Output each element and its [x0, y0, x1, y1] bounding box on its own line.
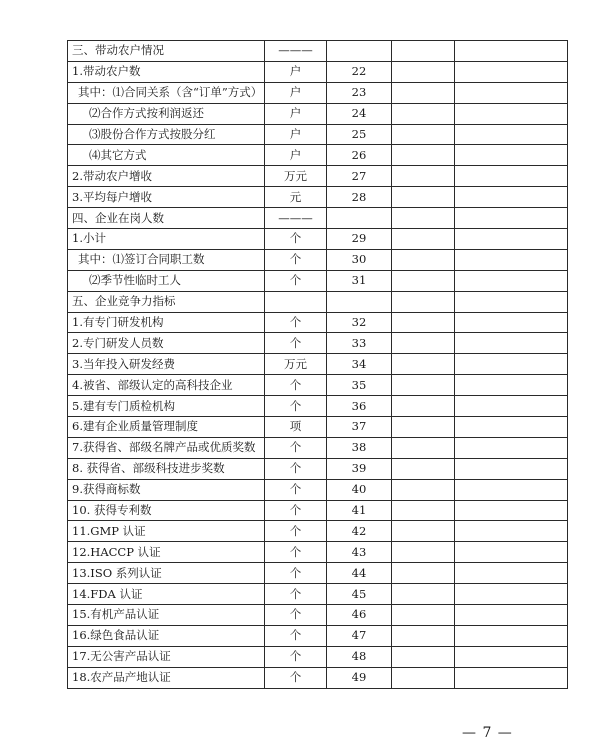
table-row: [68, 208, 568, 229]
item-name-cell: 五、企业竞争力指标: [68, 291, 265, 312]
table-row: [68, 625, 568, 646]
value-cell-2: [455, 625, 568, 646]
item-name-cell: 4.被省、部级认定的高科技企业: [68, 375, 265, 396]
table-row: [68, 333, 568, 354]
unit-cell: 个: [265, 563, 327, 584]
table-row: [68, 187, 568, 208]
code-cell: 43: [327, 542, 392, 563]
value-cell-2: [455, 584, 568, 605]
unit-cell: [265, 291, 327, 312]
unit-cell: 个: [265, 312, 327, 333]
unit-cell: 个: [265, 229, 327, 250]
value-cell: [392, 82, 455, 103]
unit-cell: 户: [265, 82, 327, 103]
value-cell-2: [455, 270, 568, 291]
code-cell: 32: [327, 312, 392, 333]
item-name-cell: 14.FDA 认证: [68, 584, 265, 605]
value-cell-2: [455, 375, 568, 396]
code-cell: 37: [327, 417, 392, 438]
table-row: [68, 270, 568, 291]
value-cell-2: [455, 479, 568, 500]
table-row: [68, 542, 568, 563]
value-cell-2: [455, 208, 568, 229]
value-cell: [392, 625, 455, 646]
table-row: [68, 82, 568, 103]
value-cell: [392, 521, 455, 542]
value-cell-2: [455, 646, 568, 667]
value-cell-2: [455, 354, 568, 375]
value-cell: [392, 312, 455, 333]
unit-cell: 个: [265, 375, 327, 396]
unit-cell: 个: [265, 667, 327, 688]
item-name-cell: 10. 获得专利数: [68, 500, 265, 521]
code-cell: 28: [327, 187, 392, 208]
value-cell: [392, 375, 455, 396]
item-name-cell: ⑶股份合作方式按股分红: [68, 124, 265, 145]
value-cell-2: [455, 521, 568, 542]
value-cell: [392, 479, 455, 500]
table-row: [68, 61, 568, 82]
value-cell-2: [455, 82, 568, 103]
code-cell: 41: [327, 500, 392, 521]
value-cell: [392, 542, 455, 563]
table-row: [68, 605, 568, 626]
value-cell-2: [455, 61, 568, 82]
value-cell: [392, 563, 455, 584]
item-name-cell: 7.获得省、部级名牌产品或优质奖数: [68, 437, 265, 458]
unit-cell: 个: [265, 333, 327, 354]
item-name-cell: 1.有专门研发机构: [68, 312, 265, 333]
item-name-cell: 13.ISO 系列认证: [68, 563, 265, 584]
code-cell: 36: [327, 396, 392, 417]
item-name-cell: 1.小计: [68, 229, 265, 250]
code-cell: 40: [327, 479, 392, 500]
item-name-cell: 6.建有企业质量管理制度: [68, 417, 265, 438]
value-cell-2: [455, 563, 568, 584]
code-cell: 30: [327, 249, 392, 270]
value-cell: [392, 333, 455, 354]
item-name-cell: ⑷其它方式: [68, 145, 265, 166]
table-row: [68, 500, 568, 521]
code-cell: 26: [327, 145, 392, 166]
item-name-cell: 3.当年投入研发经费: [68, 354, 265, 375]
value-cell: [392, 584, 455, 605]
code-cell: 27: [327, 166, 392, 187]
table-row: [68, 479, 568, 500]
code-cell: [327, 41, 392, 62]
unit-cell: 个: [265, 646, 327, 667]
table-row: [68, 124, 568, 145]
value-cell-2: [455, 458, 568, 479]
table-row: [68, 584, 568, 605]
code-cell: 29: [327, 229, 392, 250]
table-row: [68, 375, 568, 396]
unit-cell: 个: [265, 270, 327, 291]
value-cell-2: [455, 396, 568, 417]
value-cell-2: [455, 605, 568, 626]
code-cell: 47: [327, 625, 392, 646]
unit-cell: 万元: [265, 354, 327, 375]
value-cell: [392, 229, 455, 250]
unit-cell: 个: [265, 625, 327, 646]
item-name-cell: 四、企业在岗人数: [68, 208, 265, 229]
table-row: [68, 521, 568, 542]
value-cell: [392, 354, 455, 375]
unit-cell: 户: [265, 61, 327, 82]
value-cell-2: [455, 333, 568, 354]
item-name-cell: 11.GMP 认证: [68, 521, 265, 542]
code-cell: 39: [327, 458, 392, 479]
unit-cell: 个: [265, 437, 327, 458]
value-cell: [392, 41, 455, 62]
unit-cell: 个: [265, 479, 327, 500]
statistics-table: [67, 40, 568, 689]
item-name-cell: 1.带动农户数: [68, 61, 265, 82]
unit-cell: 个: [265, 396, 327, 417]
value-cell: [392, 249, 455, 270]
code-cell: 31: [327, 270, 392, 291]
item-name-cell: 18.农产品产地认证: [68, 667, 265, 688]
unit-cell: 元: [265, 187, 327, 208]
item-name-cell: 9.获得商标数: [68, 479, 265, 500]
code-cell: 35: [327, 375, 392, 396]
page-number: — 7 —: [462, 725, 513, 741]
value-cell-2: [455, 542, 568, 563]
table-row: [68, 103, 568, 124]
code-cell: 38: [327, 437, 392, 458]
table-row: [68, 458, 568, 479]
code-cell: 49: [327, 667, 392, 688]
item-name-cell: 三、带动农户情况: [68, 41, 265, 62]
value-cell-2: [455, 103, 568, 124]
code-cell: 23: [327, 82, 392, 103]
unit-cell: 个: [265, 249, 327, 270]
item-name-cell: 15.有机产品认证: [68, 605, 265, 626]
value-cell-2: [455, 500, 568, 521]
unit-cell: 个: [265, 500, 327, 521]
unit-cell: 个: [265, 584, 327, 605]
value-cell: [392, 458, 455, 479]
value-cell: [392, 437, 455, 458]
table-row: [68, 41, 568, 62]
value-cell: [392, 396, 455, 417]
value-cell-2: [455, 312, 568, 333]
item-name-cell: 2.专门研发人员数: [68, 333, 265, 354]
value-cell: [392, 646, 455, 667]
value-cell: [392, 605, 455, 626]
code-cell: 42: [327, 521, 392, 542]
value-cell: [392, 166, 455, 187]
code-cell: 34: [327, 354, 392, 375]
value-cell: [392, 417, 455, 438]
table-row: [68, 417, 568, 438]
code-cell: 25: [327, 124, 392, 145]
unit-cell: 个: [265, 542, 327, 563]
item-name-cell: 12.HACCP 认证: [68, 542, 265, 563]
value-cell: [392, 667, 455, 688]
table-row: [68, 249, 568, 270]
code-cell: 45: [327, 584, 392, 605]
value-cell-2: [455, 124, 568, 145]
code-cell: 46: [327, 605, 392, 626]
value-cell-2: [455, 437, 568, 458]
value-cell: [392, 291, 455, 312]
item-name-cell: 3.平均每户增收: [68, 187, 265, 208]
table-row: [68, 437, 568, 458]
value-cell: [392, 124, 455, 145]
value-cell-2: [455, 41, 568, 62]
unit-cell: 户: [265, 124, 327, 145]
item-name-cell: 其中：⑴签订合同职工数: [68, 249, 265, 270]
unit-cell: 个: [265, 521, 327, 542]
table-row: [68, 166, 568, 187]
value-cell-2: [455, 166, 568, 187]
item-name-cell: ⑵合作方式按利润返还: [68, 103, 265, 124]
code-cell: 24: [327, 103, 392, 124]
value-cell: [392, 61, 455, 82]
code-cell: [327, 208, 392, 229]
unit-cell: 项: [265, 417, 327, 438]
code-cell: [327, 291, 392, 312]
item-name-cell: 2.带动农户增收: [68, 166, 265, 187]
item-name-cell: 8. 获得省、部级科技进步奖数: [68, 458, 265, 479]
code-cell: 33: [327, 333, 392, 354]
unit-cell: ———: [265, 41, 327, 62]
value-cell-2: [455, 249, 568, 270]
value-cell: [392, 208, 455, 229]
table-row: [68, 312, 568, 333]
item-name-cell: 5.建有专门质检机构: [68, 396, 265, 417]
value-cell: [392, 270, 455, 291]
value-cell-2: [455, 145, 568, 166]
value-cell-2: [455, 417, 568, 438]
item-name-cell: 17.无公害产品认证: [68, 646, 265, 667]
item-name-cell: ⑵季节性临时工人: [68, 270, 265, 291]
table-row: [68, 145, 568, 166]
table-row: [68, 354, 568, 375]
value-cell-2: [455, 229, 568, 250]
unit-cell: ———: [265, 208, 327, 229]
value-cell: [392, 103, 455, 124]
item-name-cell: 16.绿色食品认证: [68, 625, 265, 646]
table-row: [68, 646, 568, 667]
value-cell: [392, 500, 455, 521]
value-cell: [392, 145, 455, 166]
code-cell: 22: [327, 61, 392, 82]
table-row: [68, 229, 568, 250]
unit-cell: 个: [265, 458, 327, 479]
value-cell: [392, 187, 455, 208]
value-cell-2: [455, 291, 568, 312]
table-row: [68, 667, 568, 688]
item-name-cell: 其中：⑴合同关系（含“订单”方式）: [68, 82, 265, 103]
unit-cell: 户: [265, 103, 327, 124]
table-row: [68, 563, 568, 584]
unit-cell: 户: [265, 145, 327, 166]
table-body: [68, 41, 568, 689]
value-cell-2: [455, 667, 568, 688]
unit-cell: 万元: [265, 166, 327, 187]
table-row: [68, 291, 568, 312]
value-cell-2: [455, 187, 568, 208]
table-row: [68, 396, 568, 417]
code-cell: 48: [327, 646, 392, 667]
code-cell: 44: [327, 563, 392, 584]
unit-cell: 个: [265, 605, 327, 626]
